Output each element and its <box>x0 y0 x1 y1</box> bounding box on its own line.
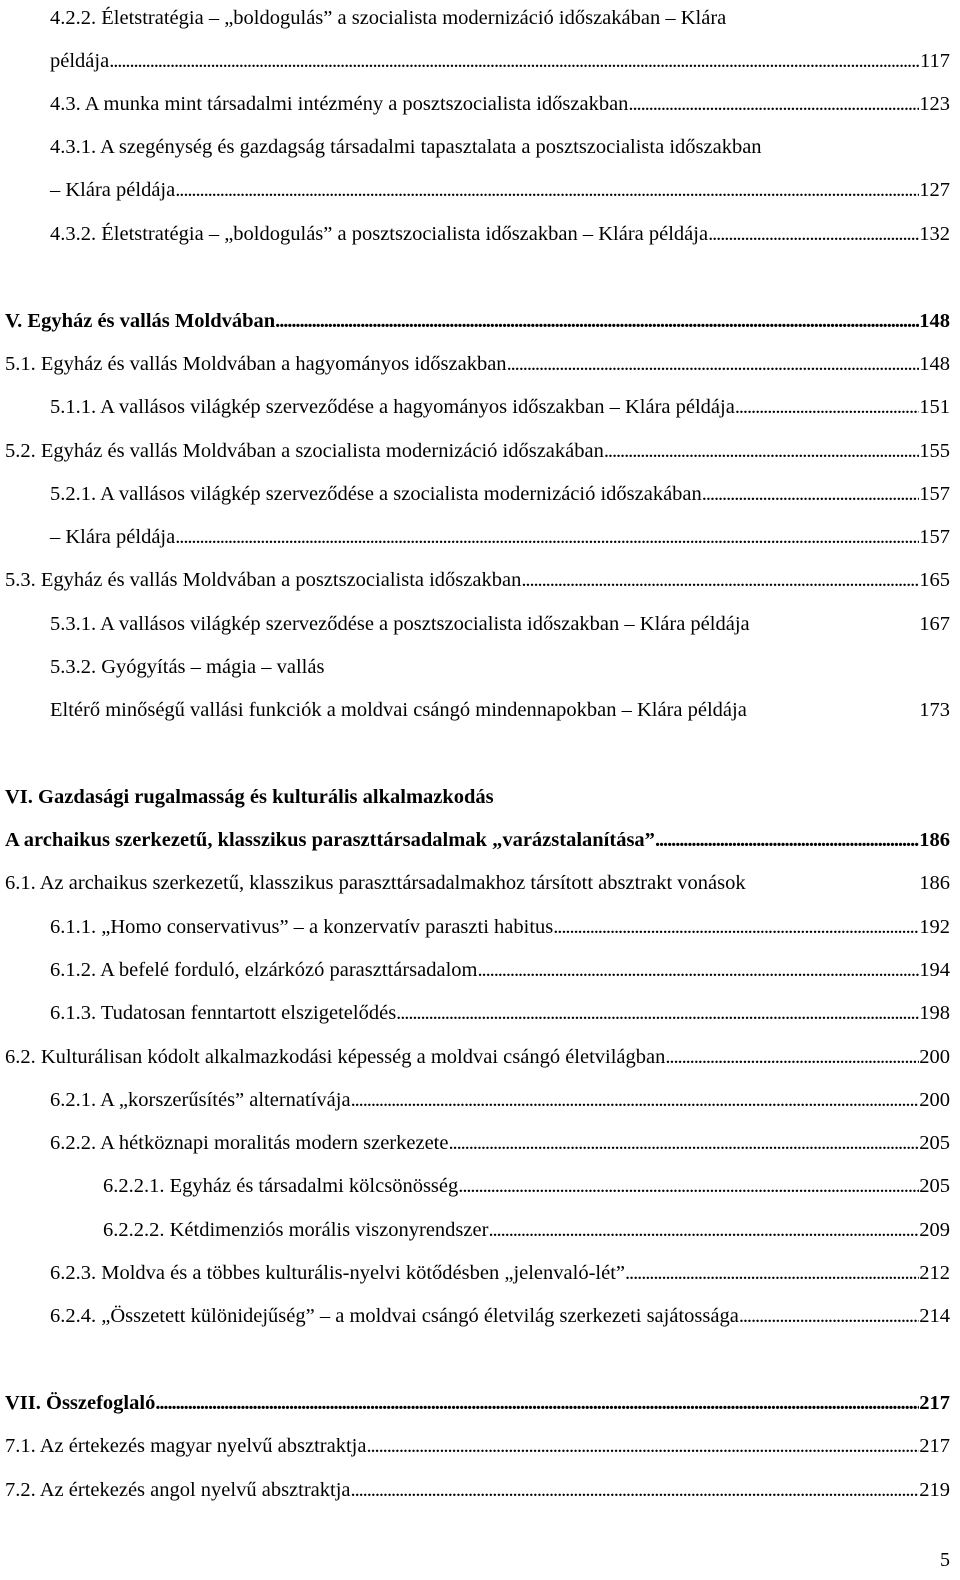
toc-entry-title: 6.2.2.2. Kétdimenziós morális viszonyrendszer <box>103 1219 489 1241</box>
toc-entry[interactable] <box>5 870 950 896</box>
toc-page-number: 132 <box>919 223 950 245</box>
dot-leader <box>702 481 919 507</box>
dot-leader <box>275 308 919 334</box>
toc-entry-title: 4.3.2. Életstratégia – „boldogulás” a posztszocialista időszakban – Klára példája <box>50 223 709 245</box>
dot-leader <box>521 567 919 593</box>
toc-entry-title: V. Egyház és vallás Moldvában <box>5 310 276 332</box>
toc-page-number: 123 <box>919 93 950 115</box>
toc-entry-title: 6.2.1. A „korszerűsítés” alternatívája <box>50 1089 351 1111</box>
dot-leader <box>625 1260 919 1286</box>
toc-entry-title: 5.1. Egyház és vallás Moldvában a hagyományos időszakban <box>5 353 507 375</box>
toc-entry-title: 6.2. Kulturálisan kódolt alkalmazkodási képesség a moldvai csángó életvilágban <box>5 1046 666 1068</box>
toc-entry-title: 5.2. Egyház és vallás Moldvában a szocialista modernizáció időszakában <box>5 440 604 462</box>
dot-leader <box>553 914 919 940</box>
toc-page-number: 205 <box>919 1132 950 1154</box>
toc-entry[interactable] <box>50 481 950 507</box>
toc-entry-title: A archaikus szerkezetű, klasszikus paraszttársadalmak „varázstalanítása” <box>5 829 655 851</box>
dot-leader <box>488 1217 919 1243</box>
toc-entry[interactable] <box>50 91 950 117</box>
toc-entry-title: – Klára példája <box>50 179 176 201</box>
toc-entry[interactable] <box>5 567 950 593</box>
toc-entry-title: 4.3.1. A szegénység és gazdagság társadalmi tapasztalata a posztszocialista időszakban <box>50 136 762 158</box>
toc-page-number: 200 <box>919 1046 950 1068</box>
toc-entry[interactable] <box>50 957 950 983</box>
toc-entry-title: 5.1.1. A vallásos világkép szerveződése a hagyományos időszakban – Klára példája <box>50 396 735 418</box>
toc-entry-title: 6.1.3. Tudatosan fenntartott elszigetelődés <box>50 1002 397 1024</box>
toc-entry-title: – Klára példája <box>50 526 176 548</box>
toc-entry-title: 6.2.2.1. Egyház és társadalmi kölcsönösség <box>103 1175 459 1197</box>
dot-leader <box>478 957 920 983</box>
toc-entry-title: 6.2.3. Moldva és a többes kulturális-nyelvi kötődésben „jelenvaló-lét” <box>50 1262 625 1284</box>
dot-leader <box>507 351 920 377</box>
dot-leader <box>175 177 919 203</box>
toc-page-number: 212 <box>919 1262 950 1284</box>
toc-entry-title: 6.2.4. „Összetett különidejűség” – a moldvai csángó életvilág szerkezeti sajátossága <box>50 1305 739 1327</box>
toc-page-number: 186 <box>919 829 950 851</box>
toc-entry[interactable] <box>50 1303 950 1329</box>
toc-page-number: 117 <box>920 50 950 72</box>
toc-entry-title: VI. Gazdasági rugalmasság és kulturális alkalmazkodás <box>5 786 494 808</box>
dot-leader <box>366 1433 919 1459</box>
toc-page-number: 157 <box>919 526 950 548</box>
toc-page-number: 214 <box>919 1305 950 1327</box>
toc-entry-title: 4.2.2. Életstratégia – „boldogulás” a szocialista modernizáció időszakában – Klára <box>50 7 727 29</box>
toc-page-number: 157 <box>919 483 950 505</box>
dot-leader <box>739 1303 919 1329</box>
toc-entry[interactable] <box>50 177 950 203</box>
toc-entry[interactable] <box>50 5 950 31</box>
toc-entry[interactable] <box>103 1173 950 1199</box>
toc-entry[interactable] <box>5 1044 950 1070</box>
toc-entry[interactable] <box>50 697 950 723</box>
toc-entry[interactable] <box>50 48 950 74</box>
toc-page-number: 219 <box>919 1479 950 1501</box>
toc-entry[interactable] <box>50 654 950 680</box>
toc-entry-title: Eltérő minőségű vallási funkciók a moldvai csángó mindennapokban – Klára példája <box>50 699 747 721</box>
dot-leader <box>665 1044 919 1070</box>
toc-page-number: 148 <box>919 310 950 332</box>
toc-entry-title: 5.2.1. A vallásos világkép szerveződése a szocialista modernizáció időszakában <box>50 483 702 505</box>
toc-page-number: 209 <box>919 1219 950 1241</box>
toc-page-number: 167 <box>919 613 950 635</box>
toc-entry[interactable] <box>103 1217 950 1243</box>
toc-entry[interactable] <box>50 1000 950 1026</box>
toc-entry-title: 6.1.1. „Homo conservativus” – a konzervatív paraszti habitus <box>50 916 554 938</box>
toc-page-number: 173 <box>919 699 950 721</box>
toc-page-number: 165 <box>919 569 950 591</box>
toc-entry[interactable] <box>50 1130 950 1156</box>
dot-leader <box>735 394 919 420</box>
dot-leader <box>604 438 919 464</box>
dot-leader <box>175 524 919 550</box>
toc-entry[interactable] <box>50 134 950 160</box>
dot-leader <box>448 1130 919 1156</box>
toc-chapter[interactable] <box>5 784 950 810</box>
toc-page-number: 186 <box>919 872 950 894</box>
toc-entry-title: 5.3. Egyház és vallás Moldvában a posztszocialista időszakban <box>5 569 522 591</box>
toc-entry[interactable] <box>5 438 950 464</box>
toc-entry[interactable] <box>50 394 950 420</box>
toc-entry-title: 5.3.1. A vallásos világkép szerveződése a posztszocialista időszakban – Klára példája <box>50 613 750 635</box>
toc-page-number: 192 <box>919 916 950 938</box>
toc-entry[interactable] <box>50 914 950 940</box>
dot-leader <box>708 221 919 247</box>
toc-entry-title: 7.2. Az értekezés angol nyelvű absztraktja <box>5 1479 351 1501</box>
toc-page-number: 194 <box>919 959 950 981</box>
toc-entry[interactable] <box>5 1477 950 1503</box>
dot-leader <box>351 1087 920 1113</box>
toc-entry[interactable] <box>5 1433 950 1459</box>
toc-entry[interactable] <box>50 524 950 550</box>
dot-leader <box>628 91 919 117</box>
toc-page-number: 198 <box>919 1002 950 1024</box>
toc-page-number: 200 <box>919 1089 950 1111</box>
toc-entry-title: 7.1. Az értekezés magyar nyelvű absztraktja <box>5 1435 367 1457</box>
toc-page-number: 127 <box>919 179 950 201</box>
toc-page-number: 148 <box>919 353 950 375</box>
toc-entry[interactable] <box>5 351 950 377</box>
toc-entry-title: VII. Összefoglaló <box>5 1392 156 1414</box>
toc-page-number: 205 <box>919 1175 950 1197</box>
page-number: 5 <box>940 1549 950 1571</box>
toc-entry[interactable] <box>50 1087 950 1113</box>
toc-page-number: 217 <box>919 1435 950 1457</box>
toc-entry[interactable] <box>50 1260 950 1286</box>
toc-page-number: 155 <box>919 440 950 462</box>
dot-leader <box>109 48 920 74</box>
toc-entry-title: 6.2.2. A hétköznapi moralitás modern szerkezete <box>50 1132 449 1154</box>
dot-leader <box>155 1390 919 1416</box>
dot-leader <box>458 1173 919 1199</box>
dot-leader <box>396 1000 919 1026</box>
toc-entry-title: példája <box>50 50 110 72</box>
toc-page-number: 151 <box>919 396 950 418</box>
toc-chapter[interactable] <box>5 308 950 334</box>
toc-entry-title: 6.1.2. A befelé forduló, elzárkózó paraszttársadalom <box>50 959 478 981</box>
toc-page-number: 217 <box>919 1392 950 1414</box>
toc-chapter[interactable] <box>5 1390 950 1416</box>
toc-entry[interactable] <box>50 221 950 247</box>
dot-leader <box>351 1477 920 1503</box>
toc-entry-title: 4.3. A munka mint társadalmi intézmény a posztszocialista időszakban <box>50 93 629 115</box>
toc-entry-title: 5.3.2. Gyógyítás – mágia – vallás <box>50 656 325 678</box>
toc-chapter[interactable] <box>5 827 950 853</box>
dot-leader <box>655 827 919 853</box>
toc-entry-title: 6.1. Az archaikus szerkezetű, klasszikus paraszttársadalmakhoz társított absztrakt vonások <box>5 872 746 894</box>
toc-entry[interactable] <box>50 611 950 637</box>
